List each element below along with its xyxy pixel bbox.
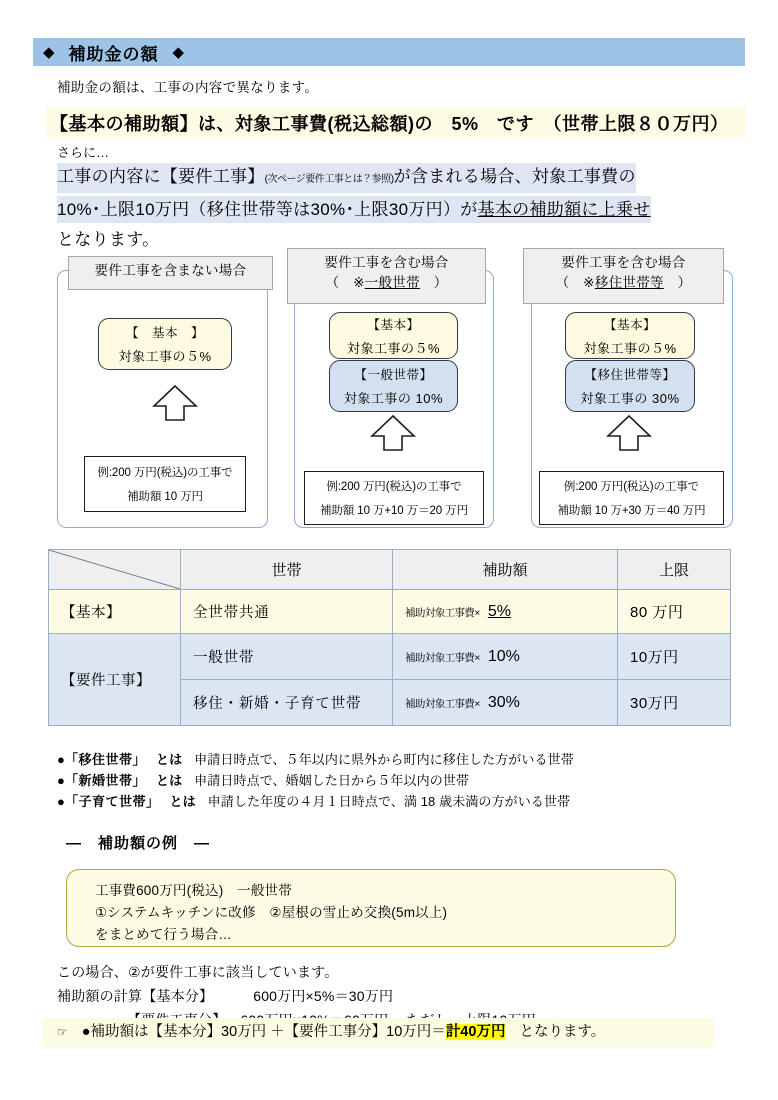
requirement-line1-note: (次ページ要件工事とは？参照) [264, 174, 394, 185]
diagram-group [57, 256, 733, 528]
diagram-1-example-line1: 例:200 万円(税込)の工事で [97, 467, 233, 479]
table-cell-amount-special [393, 680, 618, 726]
requirement-line2-main: 10%･上限10万円（移住世帯等は30%･上限30万円）が [57, 200, 478, 219]
table-cell-household-general: 一般世帯 [181, 634, 393, 680]
up-arrow-icon-3 [606, 414, 652, 452]
table-cell-category-requirement: 【要件工事】 [49, 634, 181, 726]
calc-final-suffix: となります。 [519, 1024, 606, 1040]
diagram-3-example-box [539, 471, 724, 525]
requirement-line1-main: 工事の内容に【要件工事】 [57, 167, 265, 186]
bullet-marker-icon: ● [57, 752, 65, 767]
bullet-marker-icon: ● [57, 794, 65, 809]
list-item [57, 791, 737, 812]
diagram-3-pill-extra-label: 【移住世帯等】 [584, 368, 676, 382]
diagram-title-2-line2 [290, 273, 483, 293]
diagram-title-2-underline: 一般世帯 [364, 275, 420, 290]
diagram-2-pill-extra-label: 【一般世帯】 [354, 368, 433, 382]
requirement-work-block [57, 163, 727, 253]
diagram-title-3-post: ） [663, 275, 692, 290]
bullet-marker-icon: ● [57, 773, 65, 788]
diagram-title-3-line2 [526, 273, 721, 293]
diagram-2-example-box [304, 471, 484, 525]
diagram-2-example-line1: 例:200 万円(税込)の工事で [326, 481, 462, 493]
table-cell-amount-general [393, 634, 618, 680]
table-row [49, 590, 731, 634]
diagram-1-pill-basic-label: 【 基本 】 [125, 326, 204, 340]
bullet-term-3: 「子育て世帯」 [64, 794, 160, 809]
section-header-band [33, 38, 745, 66]
diagram-2-pill-extra-value: 対象工事の 10% [343, 391, 444, 406]
requirement-line3: となります。 [57, 230, 160, 249]
requirement-line2-underlined: 基本の補助額に上乗せ [477, 200, 651, 219]
diagram-3-pill-basic-value: 対象工事の５% [583, 340, 677, 356]
table-cell-amount-special-prefix: 補助対象工事費× [405, 697, 480, 710]
requirement-line2 [57, 196, 651, 223]
calc-final-result [43, 1018, 715, 1047]
bullet-toha-2: とは [155, 773, 183, 788]
diagram-title-2-pre: （ ※ [325, 275, 365, 290]
furthermore-text: さらに… [57, 145, 110, 160]
basic-amount-statement: 【基本の補助額】は、対象工事費(税込総額)の 5% です （世帯上限８０万円） [46, 107, 746, 139]
definitions-list [57, 749, 737, 812]
diagram-title-1 [68, 256, 273, 290]
table-cell-amount-general-prefix: 補助対象工事費× [405, 651, 480, 664]
table-cell-household-basic: 全世帯共通 [181, 590, 393, 634]
diagram-2-pill-basic-value: 対象工事の５% [346, 340, 441, 356]
table-header-corner [49, 550, 181, 590]
example-section-heading: ― 補助額の例 ― [66, 835, 211, 852]
diagram-1-example-box [84, 456, 246, 512]
bullet-term-1: 「移住世帯」 [64, 752, 146, 767]
diagram-1-example-line2: 補助額 10 万円 [127, 491, 203, 503]
table-header-row [49, 550, 731, 590]
table-cell-amount-basic-pct: 5% [487, 602, 511, 620]
up-arrow-icon-2 [370, 414, 416, 452]
calc-line-2-value: 600万円×5%＝30万円 [253, 988, 394, 1004]
diagram-2-pill-extra [329, 360, 458, 412]
diagram-2-pill-basic [329, 312, 458, 359]
page-title: 補助金の額 [68, 44, 159, 64]
bullet-toha-3: とは [169, 794, 196, 809]
calc-final-prefix: ●補助額は【基本分】30万円 ＋【要件工事分】10万円＝ [81, 1024, 446, 1040]
table-cell-amount-special-pct: 30% [487, 693, 520, 711]
bullet-desc-2: 申請日時点で、婚姻した日から５年以内の世帯 [194, 773, 470, 788]
diagram-title-3-underline: 移住世帯等 [594, 275, 664, 290]
table-cell-category-basic: 【基本】 [49, 590, 181, 634]
example-box-line1: 工事費600万円(税込) 一般世帯 [95, 883, 292, 898]
subsidy-rates-table [48, 549, 731, 726]
diagram-title-3-line1: 要件工事を含む場合 [561, 255, 686, 270]
pointing-hand-icon: ☞ [57, 1025, 68, 1039]
calc-line-2-label: 補助額の計算【基本分】 [57, 988, 214, 1004]
table-header-household: 世帯 [181, 550, 393, 590]
example-calculation-block [57, 960, 717, 1040]
diagram-title-1-line1: 要件工事を含まない場合 [94, 263, 247, 278]
diagram-title-3-pre: （ ※ [555, 275, 595, 290]
diagram-2-pill-basic-label: 【基本】 [367, 317, 420, 332]
example-box-line2: ①システムキッチンに改修 ②屋根の雪止め交換(5m以上) [95, 905, 448, 920]
requirement-line1-tail: が含まれる場合、対象工事費の [393, 167, 636, 186]
diagram-3-pill-basic-label: 【基本】 [603, 317, 656, 332]
diagram-3-example-line1: 例:200 万円(税込)の工事で [563, 481, 700, 493]
table-cell-amount-basic-prefix: 補助対象工事費× [405, 606, 480, 619]
diagram-3-pill-extra-value: 対象工事の 30% [580, 391, 680, 406]
table-cell-amount-basic [393, 590, 618, 634]
diagram-title-3 [523, 248, 724, 304]
table-row [49, 634, 731, 680]
diagram-title-2 [287, 248, 486, 304]
diamond-left-icon: ◆ [43, 43, 55, 61]
table-header-limit: 上限 [618, 550, 731, 590]
diamond-right-icon: ◆ [172, 43, 185, 61]
calc-line-2 [57, 984, 717, 1008]
list-item [57, 749, 737, 770]
table-cell-limit-basic: 80 万円 [618, 590, 731, 634]
example-scenario-box [66, 869, 676, 947]
example-box-line3: をまとめて行う場合… [95, 927, 232, 942]
list-item [57, 770, 737, 791]
bullet-desc-3: 申請した年度の４月１日時点で、満 18 歳未満の方がいる世帯 [207, 794, 571, 809]
up-arrow-icon-1 [152, 384, 198, 422]
diagram-3-pill-extra [565, 360, 695, 412]
requirement-line1 [57, 163, 636, 193]
diagram-1-pill-basic-value: 対象工事の５% [118, 349, 212, 364]
diagram-1-pill-basic [98, 318, 232, 370]
table-cell-limit-general: 10万円 [618, 634, 731, 680]
diagram-title-2-line1: 要件工事を含む場合 [324, 255, 449, 270]
diagram-3-pill-basic [565, 312, 695, 359]
intro-sentence: 補助金の額は、工事の内容で異なります。 [57, 80, 319, 95]
calc-final-total: 計40万円 [445, 1024, 506, 1040]
bullet-toha-1: とは [155, 752, 183, 767]
diagram-3-example-line2: 補助額 10 万+30 万＝40 万円 [557, 505, 706, 517]
bullet-term-2: 「新婚世帯」 [64, 773, 146, 788]
diagram-2-example-line2: 補助額 10 万+10 万＝20 万円 [320, 505, 468, 517]
diagram-title-2-post: ） [419, 275, 448, 290]
table-cell-limit-special: 30万円 [618, 680, 731, 726]
calc-line-1: この場合、②が要件工事に該当しています。 [57, 964, 339, 980]
table-header-amount: 補助額 [393, 550, 618, 590]
bullet-desc-1: 申請日時点で、５年以内に県外から町内に移住した方がいる世帯 [194, 752, 574, 767]
table-cell-household-special: 移住・新婚・子育て世帯 [181, 680, 393, 726]
table-cell-amount-general-pct: 10% [487, 647, 520, 665]
